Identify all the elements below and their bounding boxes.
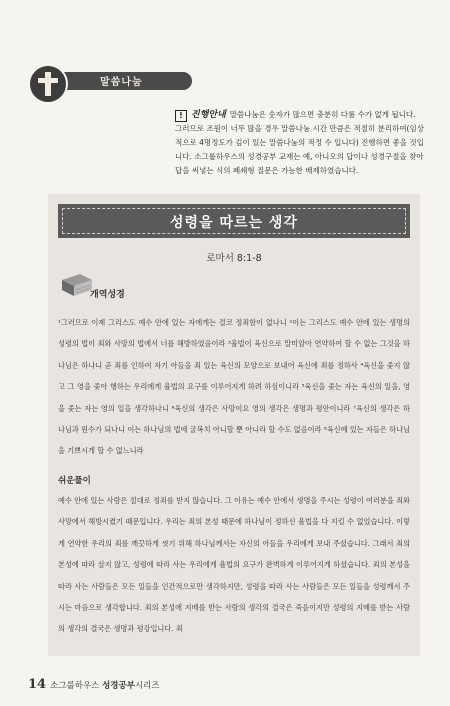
guide-text: 말씀나눔은 숫자가 많으면 충분히 다룰 수가 없게 됩니다. 그러므로 조원이 너무 많을 경우 말씀나눔 시간 만큼은 적절히 분리하여(임상적으로 4명정도가 깊이 있는 말씀나눔의 적정 수 입니다) 진행하면 좋을 것입니다. 소그룹하우스의 성경공부 교재는 예, 아니오의 답이나 성경구절을 찾아 답을 써넣는 식의 폐쇄형 질문은 가능한 배제하였습니다.: [175, 110, 424, 175]
page-footer: [28, 677, 160, 692]
badge-label: 말씀나눔: [100, 77, 143, 88]
title-banner: [58, 204, 410, 238]
section-label: 개역성경: [90, 290, 125, 300]
guide-note: [175, 108, 425, 178]
guide-title: 진행안내: [191, 110, 226, 120]
notice-icon: !: [175, 110, 187, 122]
study-panel: [48, 194, 420, 656]
series-bold: 성경공부: [102, 681, 135, 691]
section-badge: [28, 64, 198, 96]
series-suffix: 시리즈: [134, 681, 160, 691]
cross-icon: [28, 64, 68, 104]
page-number: 14: [28, 677, 47, 692]
series-prefix: 소그룹하우스: [50, 681, 100, 691]
badge-bar: [52, 72, 192, 90]
scripture-text: ¹그러므로 이제 그리스도 예수 안에 있는 자에게는 결코 정죄함이 없나니 ²이는 그리스도 예수 안에 있는 생명의 성령의 법이 죄와 사망의 법에서 너를 해방하였음이라 ³율법이 육신으로 말미암아 연약하여 할 수 없는 그것을 하나님은 하나니 곧 죄를 인하여 자기 아들을 죄 있는 육신의 모양으로 보내어 육신에 죄를 정하사 ⁴육신을 좇지 않고 그 영을 좇아 행하는 우리에게 율법의 요구를 이루어지게 하려 하심이니라 ⁵육신을 좇는 자는 육신의 일을, 영을 좇는 자는 영의 일을 생각하나니 ⁶육신의 생각은 사망이요 영의 생각은 생명과 평안이니라 ⁷육신의 생각은 하나님과 원수가 되나니 이는 하나님의 법에 굴복치 아니할 뿐 아니라 할 수도 없음이라 ⁸육신에 있는 자들은 하나님을 기쁘시게 할 수 없느니라: [58, 318, 410, 456]
easy-heading: 쉬운풀이: [58, 476, 91, 486]
study-title: 성령을 따르는 생각: [170, 215, 298, 231]
easy-explanation: 예수 안에 있는 사람은 절대로 정죄를 받지 않습니다. 그 이유는 예수 안에서 생명을 주시는 성령이 여러분을 죄와 사망에서 해방시켰기 때문입니다. 우리는 죄의 본성 때문에 하나님이 정하신 율법을 다 지킬 수 없었습니다. 이렇게 연약한 우리의 죄를 깨끗하게 씻기 위해 하나님께서는 자신의 아들을 우리에게 보내 주셨습니다. 그래서 죄의 본성에 따라 살지 않고, 성령에 따라 사는 우리에게 율법의 요구가 완벽하게 이루어지게 하셨습니다. 죄의 본성을 따라 사는 사람들은 모든 일들을 인간적으로만 생각하지만, 성령을 따라 사는 사람들은 모든 일들을 성령께서 주시는 마음으로 생각합니다. 죄의 본성에 지배를 받는 사람의 생각의 결국은 죽음이지만 성령의 지배를 받는 사람의 생각의 결국은 생명과 평강입니다. 죄: [58, 496, 410, 634]
scripture-reference: 로마서 8:1-8: [206, 253, 262, 264]
